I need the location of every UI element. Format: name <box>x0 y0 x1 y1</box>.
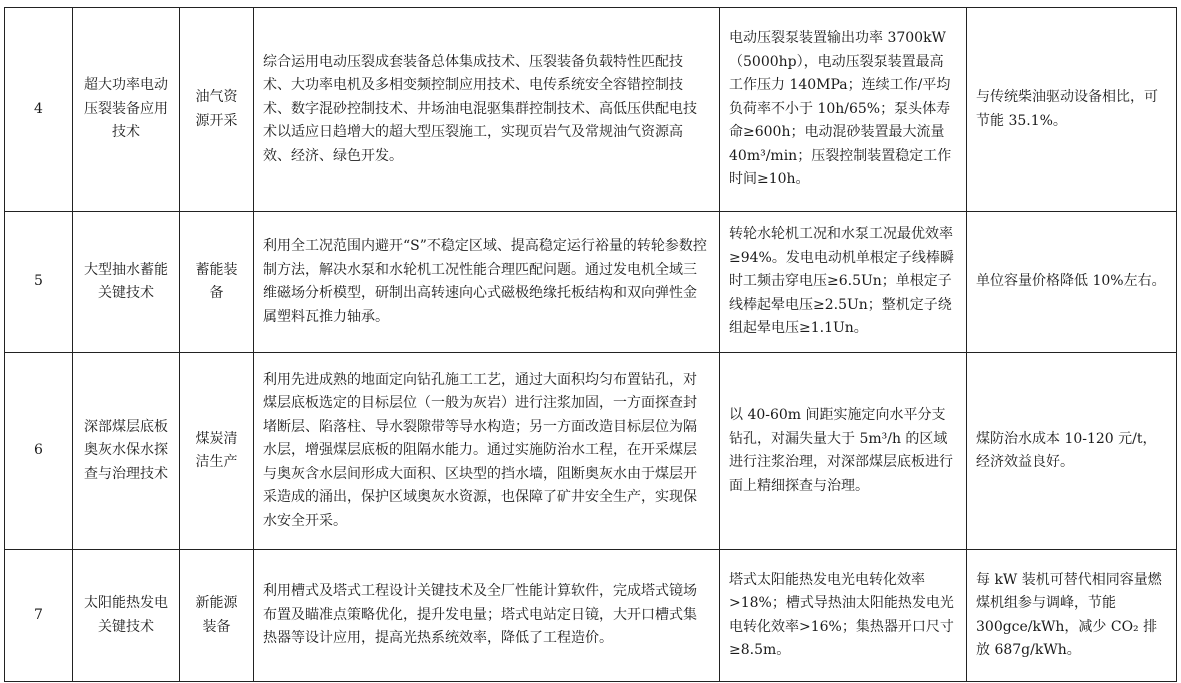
technical-indicators: 电动压裂泵装置输出功率 3700kW（5000hp），电动压裂泵装置最高工作压力 140MPa；连续工作/平均负荷率不小于 10h/65%；泵头体寿命≥600h；电动混砂装置最大流量 40m³/min；压裂控制装置稳定工作时间≥10h。 <box>720 8 967 212</box>
row-number: 7 <box>5 550 73 682</box>
technology-table <box>4 7 1177 682</box>
application-field: 新能源装备 <box>180 550 254 682</box>
application-field: 蓄能装备 <box>180 212 254 353</box>
table-row <box>5 212 1177 353</box>
technology-description: 利用先进成熟的地面定向钻孔施工工艺，通过大面积均匀布置钻孔，对煤层底板选定的目标层位（一般为灰岩）进行注浆加固，一方面探查封堵断层、陷落柱、导水裂隙带等导水构造；另一方面改造目标层位为隔水层，增强煤层底板的阻隔水能力。通过实施防治水工程，在开采煤层与奥灰含水层间形成大面积、区块型的挡水墙，阻断奥灰水由于煤层开采造成的涌出，保护区域奥灰水资源，也保障了矿井安全生产，实现保水安全开采。 <box>254 353 720 550</box>
application-field: 煤炭清洁生产 <box>180 353 254 550</box>
technology-name: 深部煤层底板奥灰水保水探查与治理技术 <box>73 353 180 550</box>
table-row <box>5 8 1177 212</box>
table-row <box>5 550 1177 682</box>
technology-description: 综合运用电动压裂成套装备总体集成技术、压裂装备负载特性匹配技术、大功率电机及多相变频控制应用技术、电传系统安全容错控制技术、数字混砂控制技术、井场油电混驱集群控制技术、高低压供配电技术以适应日趋增大的超大型压裂施工，实现页岩气及常规油气资源高效、经济、绿色开发。 <box>254 8 720 212</box>
technology-name: 超大功率电动压裂装备应用技术 <box>73 8 180 212</box>
benefit-effect: 与传统柴油驱动设备相比，可节能 35.1%。 <box>967 8 1177 212</box>
benefit-effect: 单位容量价格降低 10%左右。 <box>967 212 1177 353</box>
technical-indicators: 塔式太阳能热发电光电转化效率>18%；槽式导热油太阳能热发电光电转化效率>16%；集热器开口尺寸≥8.5m。 <box>720 550 967 682</box>
table-row <box>5 353 1177 550</box>
row-number: 5 <box>5 212 73 353</box>
technology-description: 利用槽式及塔式工程设计关键技术及全厂性能计算软件，完成塔式镜场布置及瞄准点策略优化，提升发电量；塔式电站定日镜，大开口槽式集热器等设计应用，提高光热系统效率，降低了工程造价。 <box>254 550 720 682</box>
benefit-effect: 每 kW 装机可替代相同容量燃煤机组参与调峰，节能 300gce/kWh，减少 CO₂ 排放 687g/kWh。 <box>967 550 1177 682</box>
technology-description: 利用全工况范围内避开“S”不稳定区域、提高稳定运行裕量的转轮参数控制方法，解决水泵和水轮机工况性能合理匹配问题。通过发电机全域三维磁场分析模型，研制出高转速向心式磁极绝缘托板结构和双向弹性金属塑料瓦推力轴承。 <box>254 212 720 353</box>
technical-indicators: 以 40-60m 间距实施定向水平分支钻孔，对漏失量大于 5m³/h 的区域进行注浆治理，对深部煤层底板进行面上精细探查与治理。 <box>720 353 967 550</box>
benefit-effect: 煤防治水成本 10-120 元/t，经济效益良好。 <box>967 353 1177 550</box>
technology-name: 大型抽水蓄能关键技术 <box>73 212 180 353</box>
row-number: 4 <box>5 8 73 212</box>
row-number: 6 <box>5 353 73 550</box>
application-field: 油气资源开采 <box>180 8 254 212</box>
technology-name: 太阳能热发电关键技术 <box>73 550 180 682</box>
technical-indicators: 转轮水轮机工况和水泵工况最优效率≥94%。发电电动机单根定子线棒瞬时工频击穿电压≥6.5Un；单根定子线棒起晕电压≥2.5Un；整机定子绕组起晕电压≥1.1Un。 <box>720 212 967 353</box>
